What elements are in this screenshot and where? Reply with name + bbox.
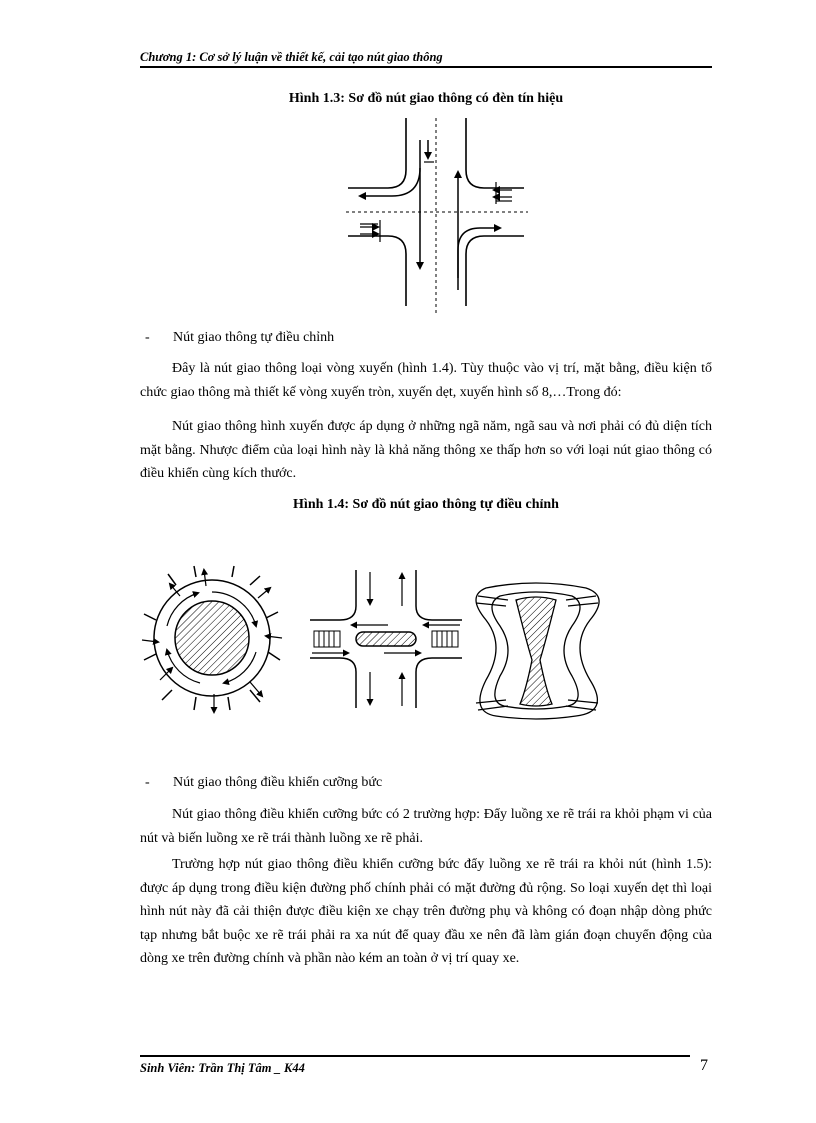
figure-1-3-caption: Hình 1.3: Sơ đồ nút giao thông có đèn tín hiệu (288, 91, 564, 106)
figure-1-4-caption: Hình 1.4: Sơ đồ nút giao thông tự điều chỉnh (293, 497, 559, 512)
paragraph-forced-control-1: Nút giao thông điều khiển cưỡng bức có 2 trường hợp: Đẩy luồng xe rẽ trái ra khỏi phạm vi của nút và biến luồng xe rẽ trái thành luồng xe rẽ phải. (140, 807, 712, 846)
footer-author: Sinh Viên: Trần Thị Tâm _ K44 (140, 1061, 305, 1075)
elongated-island-diagram (310, 570, 462, 708)
bullet-self-regulated: - Nút giao thông tự điều chỉnh (145, 330, 335, 345)
roundabout-diagram (144, 566, 280, 710)
paragraph-self-regulated-1: Đây là nút giao thông loại vòng xuyến (hình 1.4). Tùy thuộc vào vị trí, mặt bằng, điều kiện tổ chức giao thông mà thiết kế vòng xuyến tròn, xuyến dẹt, xuyến hình số 8,…Trong đó: (140, 361, 712, 400)
header-chapter-title: Chương 1: Cơ sở lý luận về thiết kế, cải tạo nút giao thông (140, 50, 443, 64)
bullet-self-regulated-text: Nút giao thông tự điều chỉnh (173, 330, 335, 345)
paragraph-forced-control-2: Trường hợp nút giao thông điều khiển cưỡng bức đẩy luồng xe rẽ trái ra khỏi nút (hình 1.5): được áp dụng trong điều kiện đường phố chính phải có mặt đường đủ rộng. So loại xuyến dẹt thì loại hình nút này đã cải thiện được điều kiện xe chạy trên đường phụ và không có đoạn nhập dòng phức tạp nhưng bắt buộc xe rẽ trái phải ra xa nút để quay đầu xe nên đã làm gián đoạn chuyển động của dòng xe trên đường chính và phần nào kém an toàn ở vị trí quay xe. (140, 857, 712, 966)
paragraph-self-regulated-2: Nút giao thông hình xuyến được áp dụng ở những ngã năm, ngã sau và nơi phải có đủ diện tích mặt bằng. Nhược điểm của loại hình này là khả năng thông xe thấp hơn so với loại nút giao thông có điều khiển cùng kích thước. (140, 419, 712, 481)
page-number: 7 (700, 1057, 708, 1074)
footer-rule (140, 1055, 690, 1057)
figure-eight-diagram (476, 583, 599, 719)
bullet-forced-control: - Nút giao thông điều khiển cưỡng bức (145, 775, 383, 790)
bullet-forced-control-text: Nút giao thông điều khiển cưỡng bức (173, 775, 383, 790)
